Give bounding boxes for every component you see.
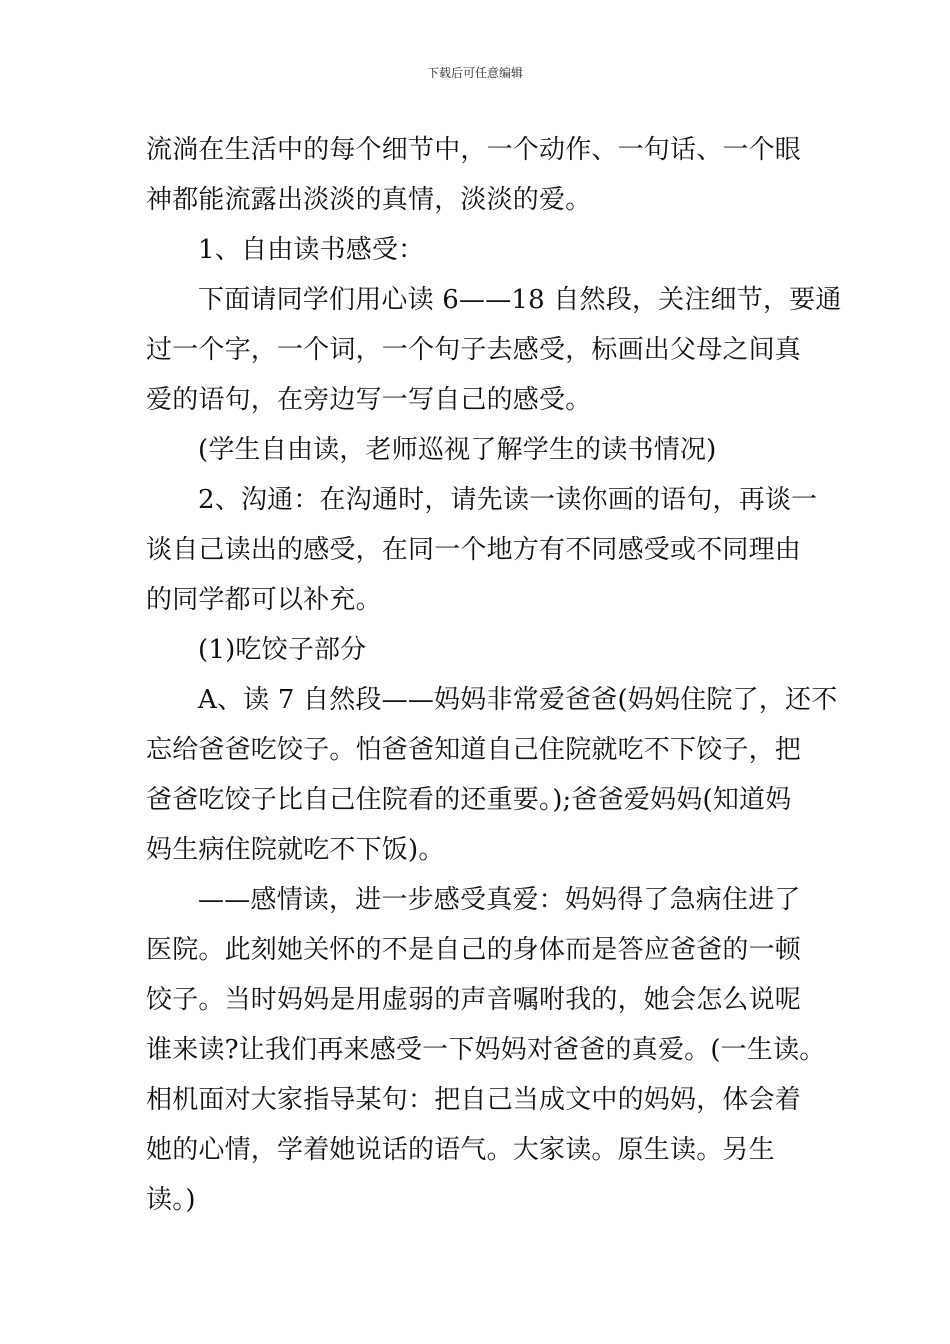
text-line: 过一个字，一个词，一个句子去感受，标画出父母之间真 [146,335,802,365]
text-line: 读。) [146,1185,196,1215]
text-line: 妈生病住院就吃不下饭)。 [146,835,445,865]
text-line: 谁来读?让我们再来感受一下妈妈对爸爸的真爱。(一生读。 [146,1035,826,1065]
text-line: 1、自由读书感受： [198,235,425,265]
text-line: 的同学都可以补充。 [146,585,382,615]
text-line: 2、沟通：在沟通时，请先读一读你画的语句，再谈一 [198,485,818,515]
text-line: ——感情读，进一步感受真爱：妈妈得了急病住进了 [198,885,801,915]
text-line: 她的心情，学着她说话的语气。大家读。原生读。另生 [146,1135,775,1165]
text-line: 爱的语句，在旁边写一写自己的感受。 [146,385,592,415]
text-line: 爸爸吃饺子比自己住院看的还重要。);爸爸爱妈妈(知道妈 [146,785,792,815]
text-line: 医院。此刻她关怀的不是自己的身体而是答应爸爸的一顿 [146,935,802,965]
text-line: (1)吃饺子部分 [198,635,367,665]
text-line: A、读 7 自然段——妈妈非常爱爸爸(妈妈住院了，还不 [198,685,838,715]
text-line: 饺子。当时妈妈是用虚弱的声音嘱咐我的，她会怎么说呢 [146,985,802,1015]
text-line: 流淌在生活中的每个细节中，一个动作、一句话、一个眼 [146,135,802,165]
text-line: 下面请同学们用心读 6——18 自然段，关注细节，要通 [198,285,842,315]
text-line: 忘给爸爸吃饺子。怕爸爸知道自己住院就吃不下饺子，把 [146,735,802,765]
text-line: 谈自己读出的感受，在同一个地方有不同感受或不同理由 [146,535,802,565]
text-line: (学生自由读，老师巡视了解学生的读书情况) [198,435,717,465]
text-line: 神都能流露出淡淡的真情，淡淡的爱。 [146,185,592,215]
page-header: 下载后可任意编辑 [426,66,523,80]
document-body [146,125,842,1225]
text-line: 相机面对大家指导某句：把自己当成文中的妈妈，体会着 [146,1085,802,1115]
